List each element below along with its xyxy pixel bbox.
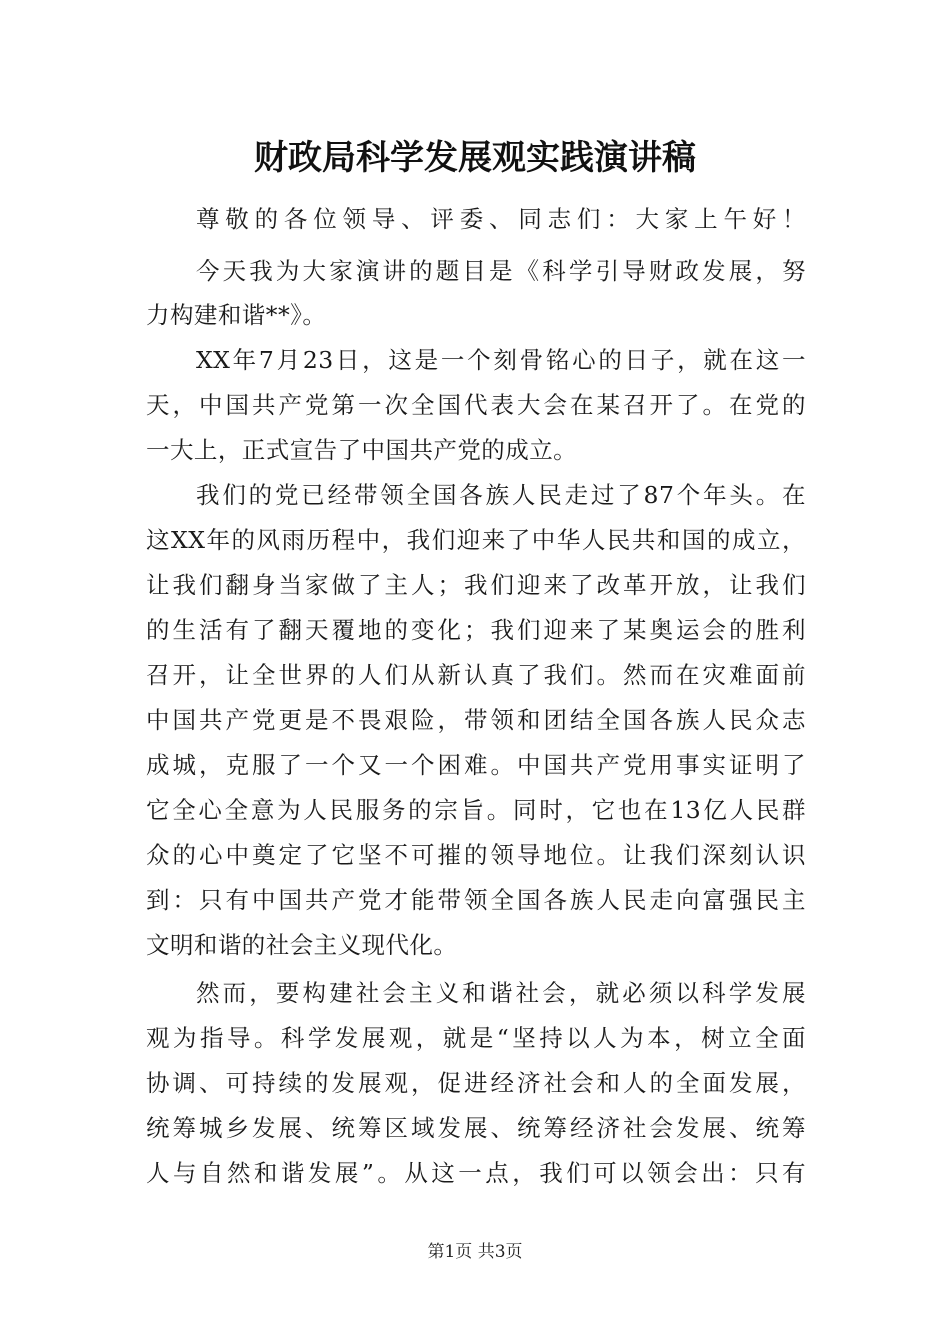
text-line: 让我们翻身当家做了主人；我们迎来了改革开放，让我们: [146, 571, 806, 599]
document-title: 财政局科学发展观实践演讲稿: [254, 138, 696, 178]
text-line: 力构建和谐**》。: [146, 301, 327, 329]
text-line: 统筹城乡发展、统筹区域发展、统筹经济社会发展、统筹: [146, 1114, 806, 1142]
text-line: 观为指导。科学发展观，就是“坚持以人为本，树立全面: [146, 1024, 806, 1052]
text-line: 这XX年的风雨历程中，我们迎来了中华人民共和国的成立，: [146, 526, 806, 554]
page-number: 第1页 共3页: [427, 1242, 523, 1262]
text-line: XX年7月23日，这是一个刻骨铭心的日子，就在这一: [196, 346, 806, 374]
text-line: 中国共产党更是不畏艰险，带领和团结全国各族人民众志: [146, 706, 806, 734]
text-line: 召开，让全世界的人们从新认真了我们。然而在灾难面前: [146, 661, 806, 689]
text-line: 众的心中奠定了它坚不可摧的领导地位。让我们深刻认识: [146, 841, 806, 869]
text-line: 到：只有中国共产党才能带领全国各族人民走向富强民主: [146, 886, 806, 914]
text-line: 它全心全意为人民服务的宗旨。同时，它也在13亿人民群: [146, 796, 806, 824]
text-line: 天，中国共产党第一次全国代表大会在某召开了。在党的: [146, 391, 806, 419]
text-line: 成城，克服了一个又一个困难。中国共产党用事实证明了: [146, 751, 806, 779]
text-line: 文明和谐的社会主义现代化。: [146, 931, 458, 959]
text-line: 一大上，正式宣告了中国共产党的成立。: [146, 436, 578, 464]
text-line: 协调、可持续的发展观，促进经济社会和人的全面发展，: [146, 1069, 806, 1097]
text-line: 然而，要构建社会主义和谐社会，就必须以科学发展: [196, 979, 806, 1007]
text-line: 尊敬的各位领导、评委、同志们：大家上午好！: [196, 205, 806, 233]
text-line: 我们的党已经带领全国各族人民走过了87个年头。在: [196, 481, 806, 509]
text-line: 的生活有了翻天覆地的变化；我们迎来了某奥运会的胜利: [146, 616, 806, 644]
text-line: 今天我为大家演讲的题目是《科学引导财政发展，努: [196, 257, 806, 285]
text-line: 人与自然和谐发展”。从这一点，我们可以领会出：只有: [146, 1159, 806, 1187]
